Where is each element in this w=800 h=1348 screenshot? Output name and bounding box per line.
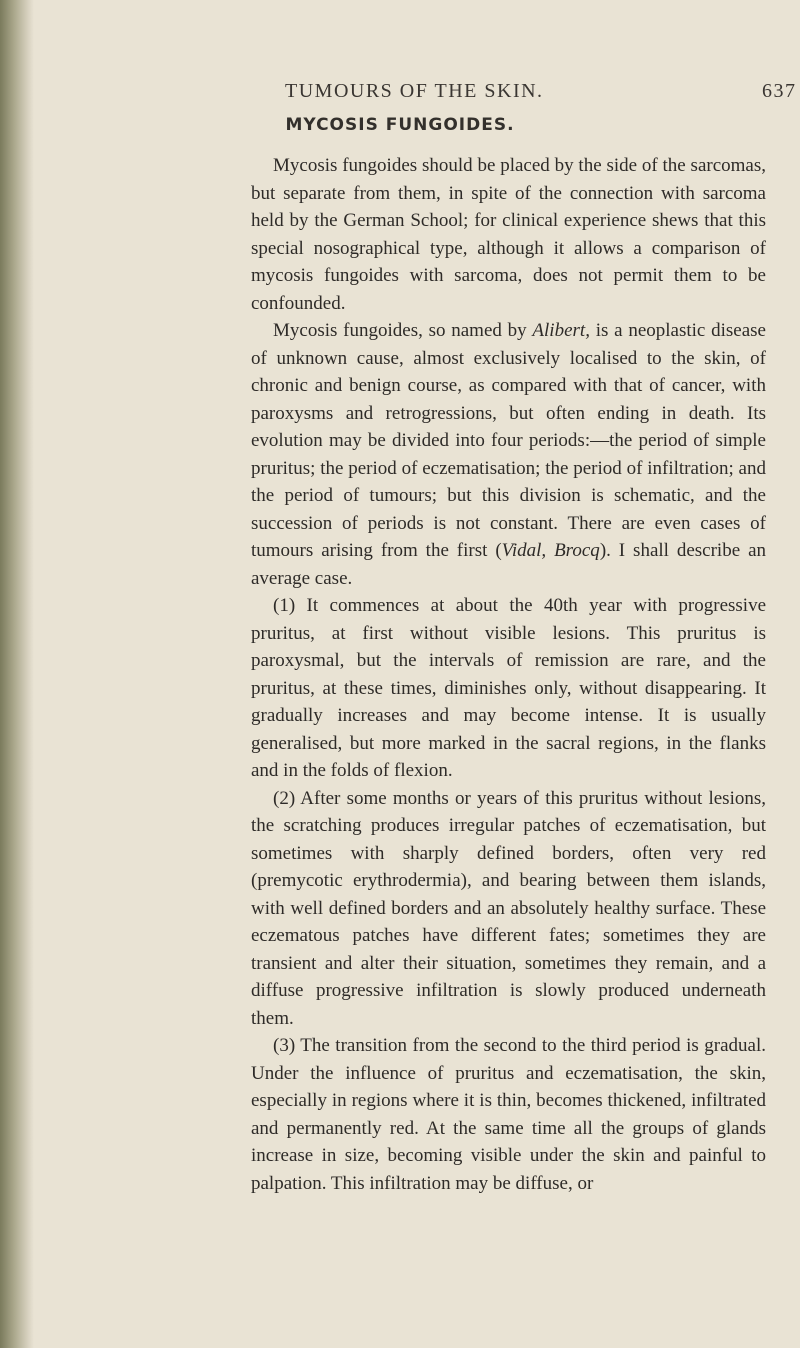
- running-head-title: TUMOURS OF THE SKIN.: [285, 80, 544, 102]
- author-names-vidal-brocq: Vidal, Brocq: [501, 540, 600, 561]
- paragraph-definition: [251, 317, 766, 592]
- author-name-alibert: Alibert,: [532, 320, 590, 341]
- paragraph-period-3: (3) The transition from the second to the third period is gradual. Under the influence of pruritus and eczematisation, the skin, especially in regions where it is thin, becomes thickened, infiltrated and permanently red. At the same time all the groups of glands increase in size, becoming visible under the skin and painful to palpation. This infiltration may be diffuse, or: [251, 1035, 766, 1194]
- paragraph-period-1: (1) It commences at about the 40th year with progressive pruritus, at first without visible lesions. This pruritus is paroxysmal, but the intervals of remission are rare, and the pruritus, at these times, diminishes only, without disappearing. It gradually increases and may become intense. It is usually generalised, but more marked in the sacral regions, in the flanks and in the folds of flexion.: [251, 595, 766, 781]
- section-title: MYCOSIS FUNGOIDES.: [285, 115, 515, 135]
- paragraph-intro: Mycosis fungoides should be placed by the side of the sarcomas, but separate from them, in spite of the connection with sarcoma held by the German School; for clinical experience shews that this special nosographical type, although it allows a comparison of mycosis fungoides with sarcoma, does not permit them to be confounded.: [251, 155, 766, 314]
- paragraph-text: Mycosis fungoides, so named by: [273, 320, 533, 341]
- paragraph-period-2: (2) After some months or years of this pruritus without lesions, the scratching produces irregular patches of eczematisation, but sometimes with sharply defined borders, often very red (premycotic erythrodermia), and bearing between them islands, with well defined borders and an absolutely healthy surface. These eczematous patches have different fates; sometimes they are transient and alter their situation, sometimes they remain, and a diffuse progressive infiltration is slowly produced underneath them.: [251, 787, 766, 1029]
- page-number: 637: [762, 80, 797, 102]
- paragraph-text: ). I shall describe an average case.: [251, 540, 766, 589]
- paragraph-text: is a neoplastic disease of unknown cause, almost exclusively localised to the skin, of chronic and benign course, as compared with that of cancer, with paroxysms and retrogressions, but often ending in death. Its evolution may be divided into four periods:—the period of simple pruritus; the period of eczematisation; the period of infiltration; and the period of tumours; but this division is schematic, and the succession of periods is not constant. There are even cases of tumours arising from the first (: [251, 320, 766, 561]
- body-text: [251, 152, 766, 1197]
